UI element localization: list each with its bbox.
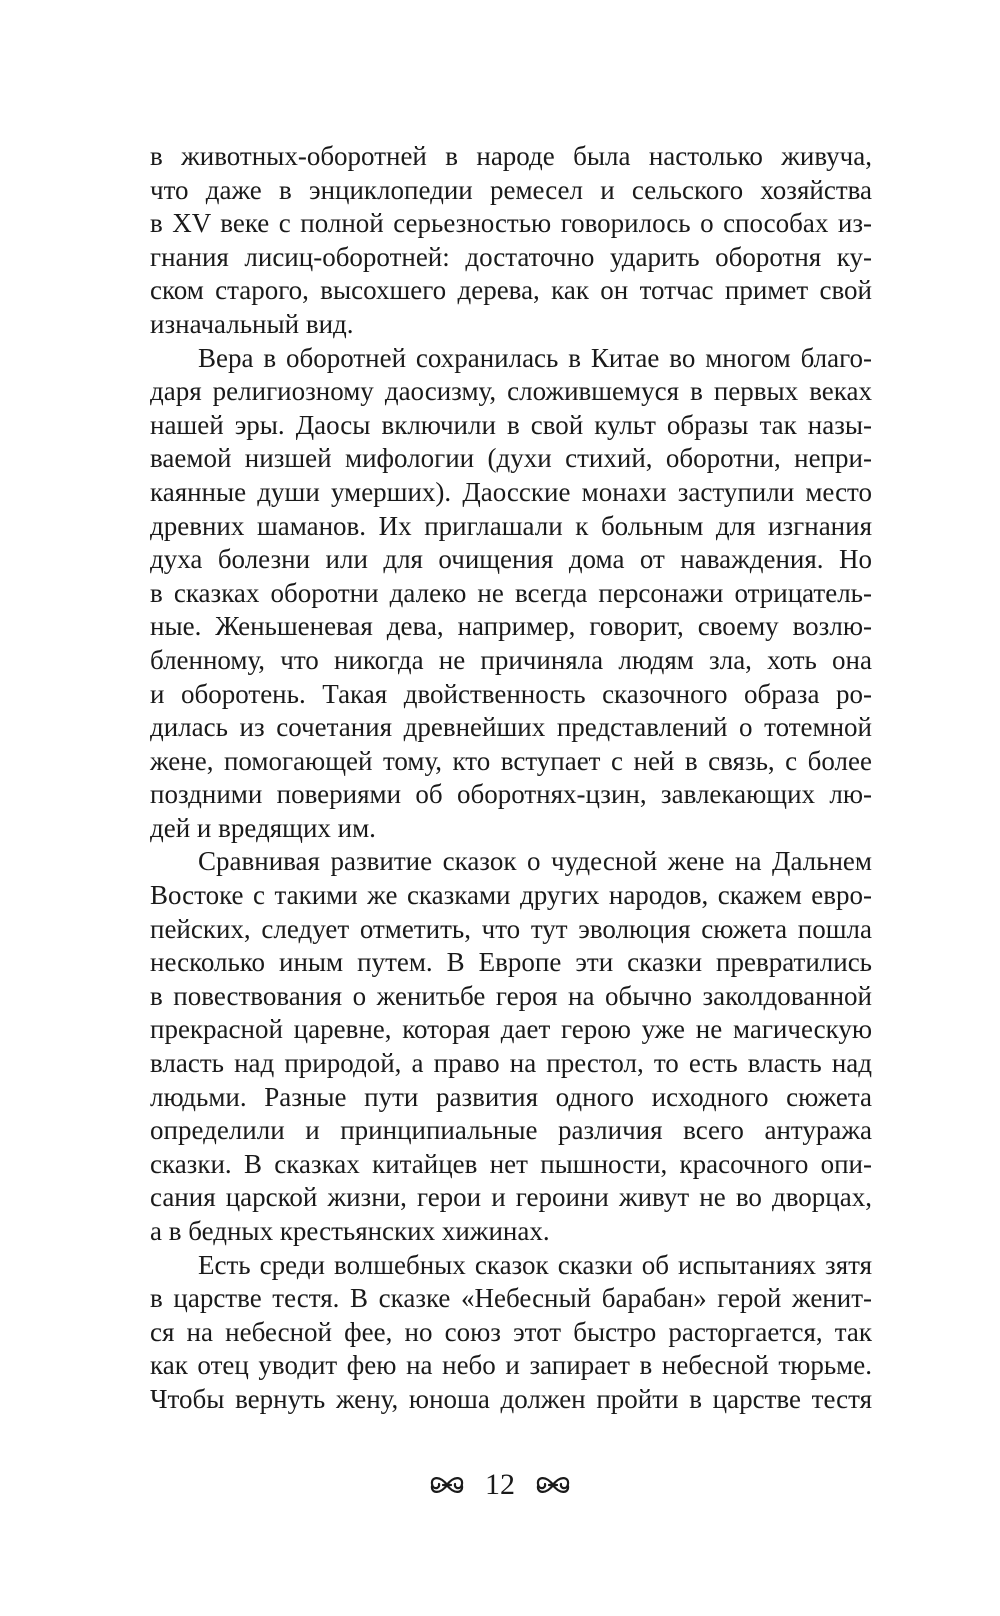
text-line: в повествования о женитьбе героя на обычно заколдованной	[150, 980, 872, 1011]
text-line: пейских, следует отметить, что тут эволюция сюжета пошла	[150, 913, 872, 944]
text-line: даря религиозному даосизму, сложившемуся в первых веках	[150, 376, 872, 407]
text-line: поздними повериями об оборотнях-цзин, завлекающих лю-	[150, 779, 872, 810]
text-line: дей и вредящих им.	[150, 812, 376, 843]
text-line: ском старого, высохшего дерева, как он тотчас примет свой	[150, 275, 872, 306]
text-line: в животных-оборотней в народе была настолько живуча,	[150, 141, 872, 171]
text-line: каянные души умерших). Даосские монахи заступили место	[150, 476, 872, 507]
text-line: жене, помогающей тому, кто вступает с ней в связь, с более	[150, 745, 872, 776]
text-line: ся на небесной фее, но союз этот быстро расторгается, так	[150, 1316, 872, 1347]
text-line: Есть среди волшебных сказок сказки об испытаниях зятя	[198, 1249, 872, 1280]
text-line: ные. Женьшеневая дева, например, говорит, своему возлю-	[150, 611, 872, 642]
text-line: сказки. В сказках китайцев нет пышности, красочного опи-	[150, 1148, 872, 1179]
text-line: несколько иным путем. В Европе эти сказки превратились	[150, 947, 872, 978]
text-line: в царстве тестя. В сказке «Небесный барабан» герой женит-	[150, 1283, 872, 1314]
text-line: бленному, что никогда не причиняла людям зла, хоть она	[150, 644, 872, 675]
page-body	[150, 140, 872, 1417]
text-line: что даже в энциклопедии ремесел и сельского хозяйства	[150, 174, 872, 205]
text-line: Сравнивая развитие сказок о чудесной жене на Дальнем	[198, 846, 872, 877]
text-line: и оборотень. Такая двойственность сказочного образа ро-	[150, 678, 872, 709]
text-line: гнания лисиц-оборотней: достаточно ударить оборотня ку-	[150, 241, 872, 272]
page-footer	[0, 1465, 1000, 1505]
text-line: Востоке с такими же сказками других народов, скажем евро-	[150, 880, 872, 911]
text-line: изначальный вид.	[150, 308, 354, 339]
text-line: а в бедных крестьянских хижинах.	[150, 1216, 550, 1246]
text-line: ваемой низшей мифологии (духи стихий, оборотни, непри-	[150, 443, 872, 474]
text-line: в сказках оборотни далеко не всегда персонажи отрицатель-	[150, 577, 872, 608]
text-line: в XV веке с полной серьезностью говорилось о способах из-	[150, 208, 872, 239]
text-line: дилась из сочетания древнейших представлений о тотемной	[150, 712, 872, 743]
text-line: духа болезни или для очищения дома от наваждения. Но	[150, 544, 872, 575]
text-line: сания царской жизни, герои и героини живут не во дворцах,	[150, 1182, 872, 1213]
text-line: Чтобы вернуть жену, юноша должен пройти в царстве тестя	[150, 1383, 872, 1414]
text-line: людьми. Разные пути развития одного исходного сюжета	[150, 1081, 872, 1112]
floral-ornament-right-icon	[533, 1472, 573, 1498]
text-line: Вера в оборотней сохранилась в Китае во многом благо-	[198, 342, 872, 373]
floral-ornament-left-icon	[427, 1472, 467, 1498]
text-line: определили и принципиальные различия всего антуража	[150, 1115, 872, 1146]
text-line: прекрасной царевне, которая дает герою уже не магическую	[150, 1014, 872, 1045]
page-number: 12	[485, 1468, 515, 1501]
text-line: власть над природой, а право на престол, то есть власть над	[150, 1048, 872, 1079]
text-line: древних шаманов. Их приглашали к больным для изгнания	[150, 510, 872, 541]
text-line: как отец уводит фею на небо и запирает в небесной тюрьме.	[150, 1350, 872, 1381]
text-line: нашей эры. Даосы включили в свой культ образы так назы-	[150, 409, 872, 440]
